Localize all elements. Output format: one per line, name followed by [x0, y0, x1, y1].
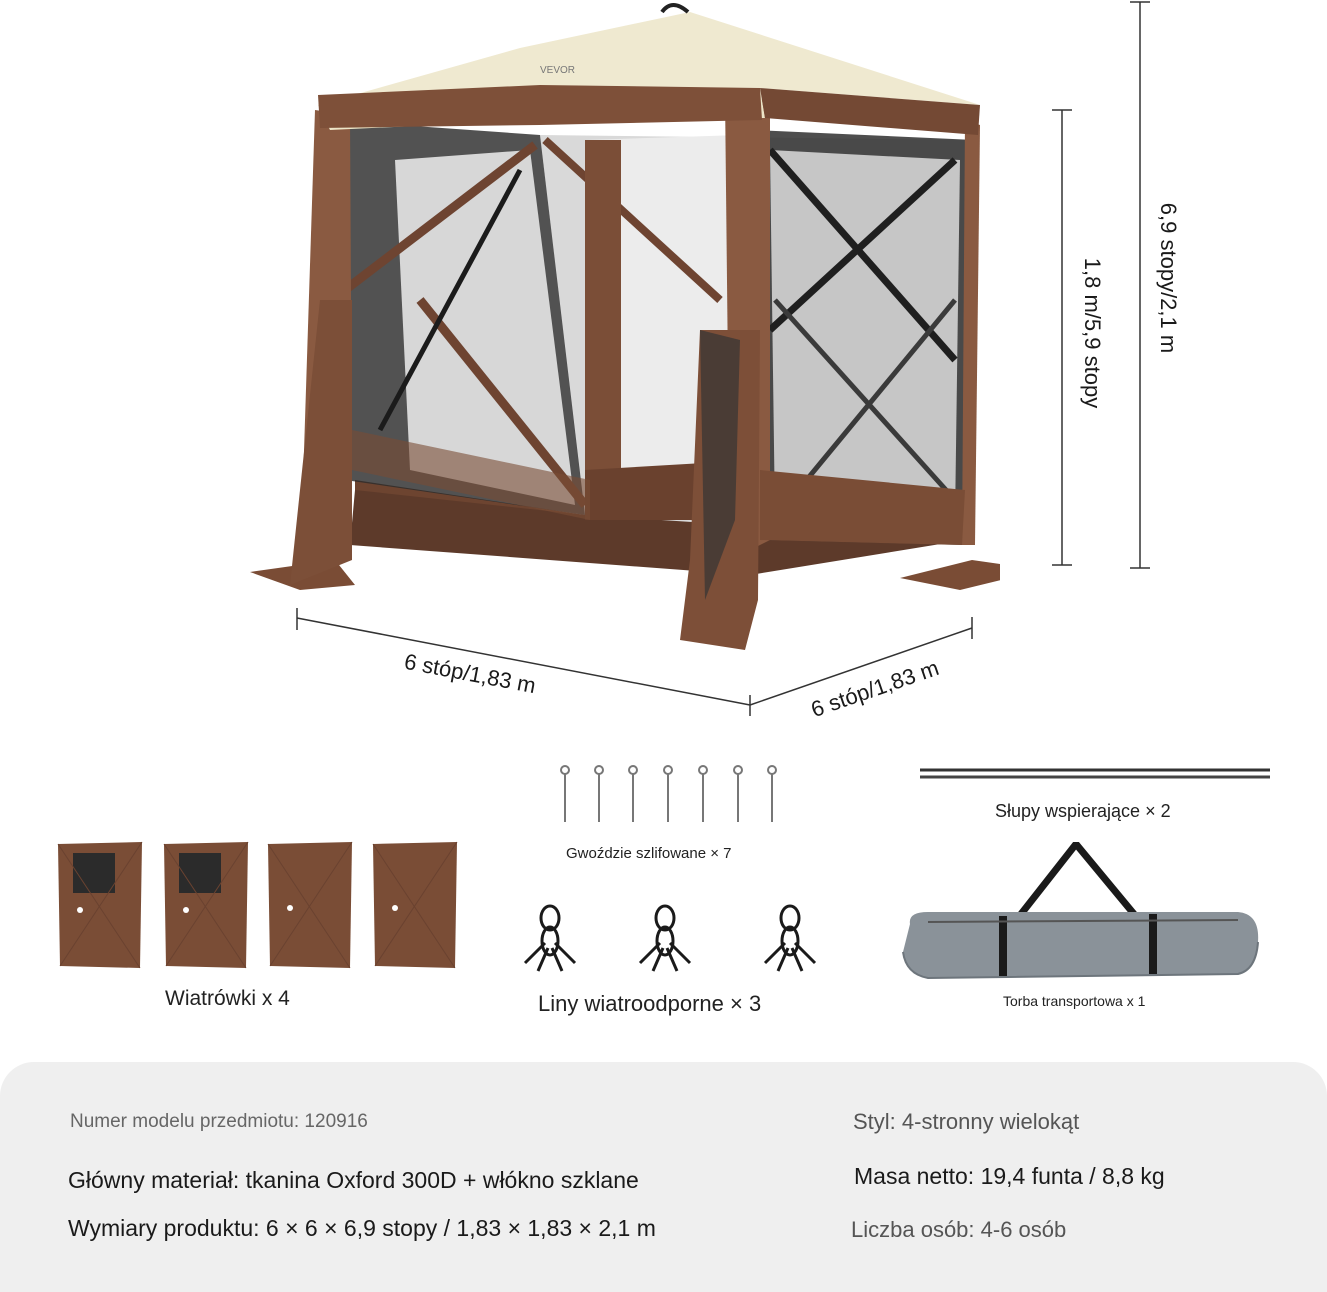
windwalls-caption: Wiatrówki x 4	[165, 987, 290, 1010]
poles-image	[918, 764, 1274, 784]
spec-people: Liczba osób: 4-6 osób	[851, 1217, 1067, 1242]
ropes-caption: Liny wiatroodporne × 3	[538, 991, 762, 1016]
spec-panel	[0, 1062, 1327, 1292]
stakes-image	[550, 762, 790, 832]
dimension-width-right: 6 stóp/1,83 m	[807, 655, 942, 723]
dimension-total-height: 6,9 stopy/2,1 m	[1156, 202, 1181, 354]
dimension-width-left: 6 stóp/1,83 m	[402, 648, 538, 699]
brand-logo: VEVOR	[540, 65, 576, 76]
spec-style: Styl: 4-stronny wielokąt	[853, 1109, 1080, 1134]
spec-material: Główny materiał: tkanina Oxford 300D + włókno szklane	[68, 1167, 639, 1193]
stakes-caption: Gwoździe szlifowane × 7	[566, 845, 732, 862]
poles-caption: Słupy wspierające × 2	[995, 801, 1171, 821]
spec-weight: Masa netto: 19,4 funta / 8,8 kg	[854, 1163, 1165, 1189]
spec-dimensions: Wymiary produktu: 6 × 6 × 6,9 stopy / 1,83 × 1,83 × 2,1 m	[68, 1215, 656, 1241]
carry-bag-image	[898, 842, 1268, 982]
windwalls-image	[55, 838, 460, 973]
carry-bag-caption: Torba transportowa x 1	[1003, 993, 1146, 1009]
ropes-image	[515, 903, 820, 978]
dimension-wall-height: 1,8 m/5,9 stopy	[1080, 257, 1105, 409]
spec-model: Numer modelu przedmiotu: 120916	[70, 1111, 368, 1132]
